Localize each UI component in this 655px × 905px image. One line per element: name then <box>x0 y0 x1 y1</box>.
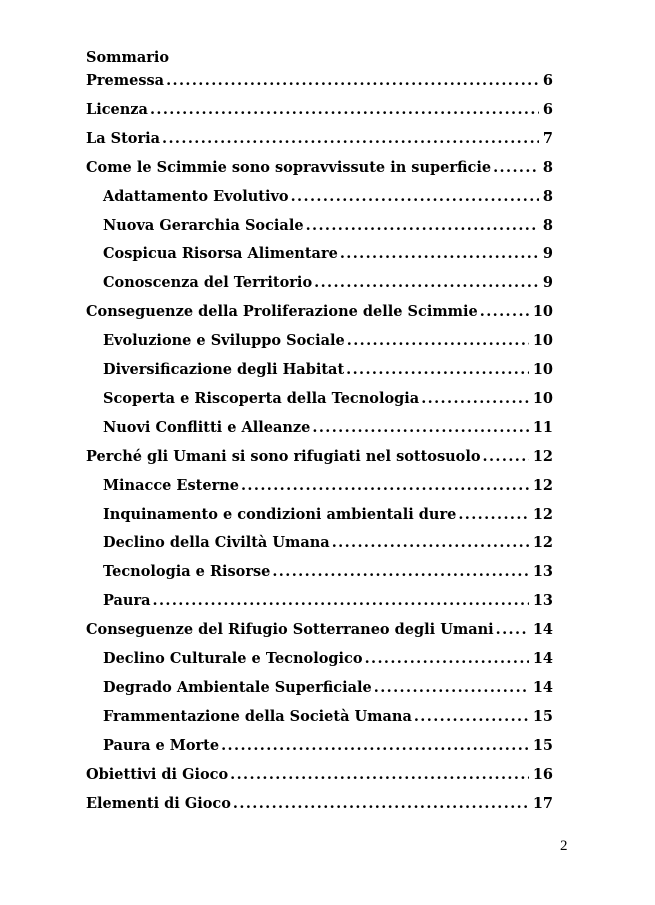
toc-dot-leader <box>272 562 528 582</box>
toc-entry-label: Elementi di Gioco <box>86 794 231 812</box>
toc-dot-leader <box>347 331 529 351</box>
toc-entry[interactable] <box>86 129 553 149</box>
toc-entry[interactable] <box>103 678 553 698</box>
toc-entry-page: 12 <box>532 534 553 552</box>
toc-dot-leader <box>458 505 529 525</box>
toc-entry-label: Declino della Civiltà Umana <box>103 534 330 552</box>
toc-entry-label: Come le Scimmie sono sopravvissute in superficie <box>86 158 492 176</box>
toc-dot-leader <box>221 736 529 756</box>
toc-entry-label: Degrado Ambientale Superficiale <box>103 678 372 696</box>
toc-entry-label: Licenza <box>86 100 148 118</box>
page-number: 2 <box>560 838 568 854</box>
toc-dot-leader <box>421 389 529 409</box>
toc-entry-page: 12 <box>532 476 553 494</box>
toc-dot-leader <box>153 591 529 611</box>
toc-dot-leader <box>374 678 529 698</box>
toc-entry-page: 7 <box>542 129 553 147</box>
toc-entry-label: Conseguenze del Rifugio Sotterraneo degli Umani <box>86 621 494 639</box>
toc-entry[interactable] <box>86 100 553 120</box>
toc-entry-label: Conseguenze della Proliferazione delle Scimmie <box>86 303 478 321</box>
toc-entry-label: Conoscenza del Territorio <box>103 274 313 292</box>
toc-dot-leader <box>306 216 539 236</box>
toc-dot-leader <box>340 244 539 264</box>
toc-dot-leader <box>291 187 539 207</box>
toc-entry[interactable] <box>103 216 553 236</box>
toc-entry-label: Paura e Morte <box>103 736 220 754</box>
toc-entry-page: 8 <box>542 158 553 176</box>
toc-entry[interactable] <box>103 418 553 438</box>
toc-entry-label: Premessa <box>86 72 165 89</box>
toc-entry[interactable] <box>103 736 553 756</box>
toc-entry-page: 14 <box>532 650 553 667</box>
toc-entry-page: 13 <box>532 563 553 581</box>
toc-entry[interactable] <box>103 273 553 293</box>
toc-entry-label: Frammentazione della Società Umana <box>103 707 412 725</box>
toc-entry[interactable] <box>103 591 553 611</box>
toc-dot-leader <box>312 418 528 438</box>
toc-entry-label: Minacce Esterne <box>103 476 239 494</box>
toc-dot-leader <box>230 765 529 785</box>
toc-dot-leader <box>162 129 539 149</box>
toc-dot-leader <box>365 649 529 669</box>
toc-entry-page: 14 <box>532 621 553 639</box>
toc-entry-page: 10 <box>532 332 553 350</box>
toc-entry[interactable] <box>103 187 553 207</box>
toc-entry[interactable] <box>103 244 553 264</box>
toc-entry-label: Adattamento Evolutivo <box>103 187 289 205</box>
toc-dot-leader <box>241 476 529 496</box>
toc-entry-page: 16 <box>532 765 553 783</box>
toc-dot-leader <box>496 620 529 640</box>
toc-entry-page: 6 <box>542 72 553 89</box>
toc-entry[interactable] <box>86 71 553 91</box>
toc-dot-leader <box>150 100 539 120</box>
toc-entry-page: 11 <box>532 418 553 436</box>
toc-entry-page: 10 <box>532 303 553 321</box>
toc-entry[interactable] <box>103 505 553 525</box>
toc-dot-leader <box>480 302 529 322</box>
toc-entry-label: Tecnologia e Risorse <box>103 563 271 581</box>
toc-entry[interactable] <box>103 389 553 409</box>
toc-entry[interactable] <box>103 707 553 727</box>
toc-entry-page: 14 <box>532 678 553 696</box>
toc-dot-leader <box>483 447 529 467</box>
toc-entry[interactable] <box>103 476 553 496</box>
toc-entry-page: 8 <box>542 216 553 234</box>
toc-entry-label: Evoluzione e Sviluppo Sociale <box>103 332 345 350</box>
toc-entry-page: 9 <box>542 274 553 292</box>
toc-dot-leader <box>346 360 529 380</box>
toc-dot-leader <box>493 158 539 178</box>
toc-entry[interactable] <box>103 533 553 553</box>
toc-dot-leader <box>414 707 529 727</box>
toc-entry-label: Nuovi Conflitti e Alleanze <box>103 418 311 436</box>
toc-entry-page: 10 <box>532 361 553 378</box>
toc-dot-leader <box>166 71 539 91</box>
toc-entry-label: Paura <box>103 592 151 610</box>
toc-entry[interactable] <box>103 562 553 582</box>
toc-entry[interactable] <box>86 765 553 785</box>
toc-entry-label: Perché gli Umani si sono rifugiati nel sottosuolo <box>86 447 481 465</box>
toc-entry-page: 17 <box>532 794 553 812</box>
toc-entry-label: Diversificazione degli Habitat <box>103 361 345 378</box>
toc-entry-label: Inquinamento e condizioni ambientali dure <box>103 505 457 523</box>
toc-entry-page: 15 <box>532 707 553 725</box>
toc-entry-page: 12 <box>532 505 553 523</box>
toc-entry-label: La Storia <box>86 129 161 147</box>
toc-dot-leader <box>233 794 529 814</box>
toc-entry-page: 8 <box>542 187 553 205</box>
toc-entry[interactable] <box>86 620 553 640</box>
toc-title: Sommario <box>86 49 170 66</box>
toc-entry-label: Scoperta e Riscoperta della Tecnologia <box>103 389 420 407</box>
toc-entry-page: 6 <box>542 100 553 118</box>
toc-entry-page: 13 <box>532 592 553 610</box>
toc-entry[interactable] <box>103 649 553 669</box>
toc-entry[interactable] <box>103 331 553 351</box>
toc-entry-page: 15 <box>532 736 553 754</box>
toc-entry-label: Nuova Gerarchia Sociale <box>103 216 304 234</box>
toc-entry[interactable] <box>86 794 553 814</box>
toc-entry[interactable] <box>86 447 553 467</box>
toc-entry[interactable] <box>86 302 553 322</box>
toc-entry-label: Declino Culturale e Tecnologico <box>103 650 363 667</box>
toc-dot-leader <box>332 533 529 553</box>
toc-entry-label: Cospicua Risorsa Alimentare <box>103 245 338 263</box>
toc-entry[interactable] <box>86 158 553 178</box>
toc-entry[interactable] <box>103 360 553 380</box>
toc-entry-page: 9 <box>542 245 553 263</box>
toc-entry-page: 10 <box>532 389 553 407</box>
toc-entry-label: Obiettivi di Gioco <box>86 765 229 783</box>
toc-entry-page: 12 <box>532 447 553 465</box>
toc-dot-leader <box>314 273 539 293</box>
